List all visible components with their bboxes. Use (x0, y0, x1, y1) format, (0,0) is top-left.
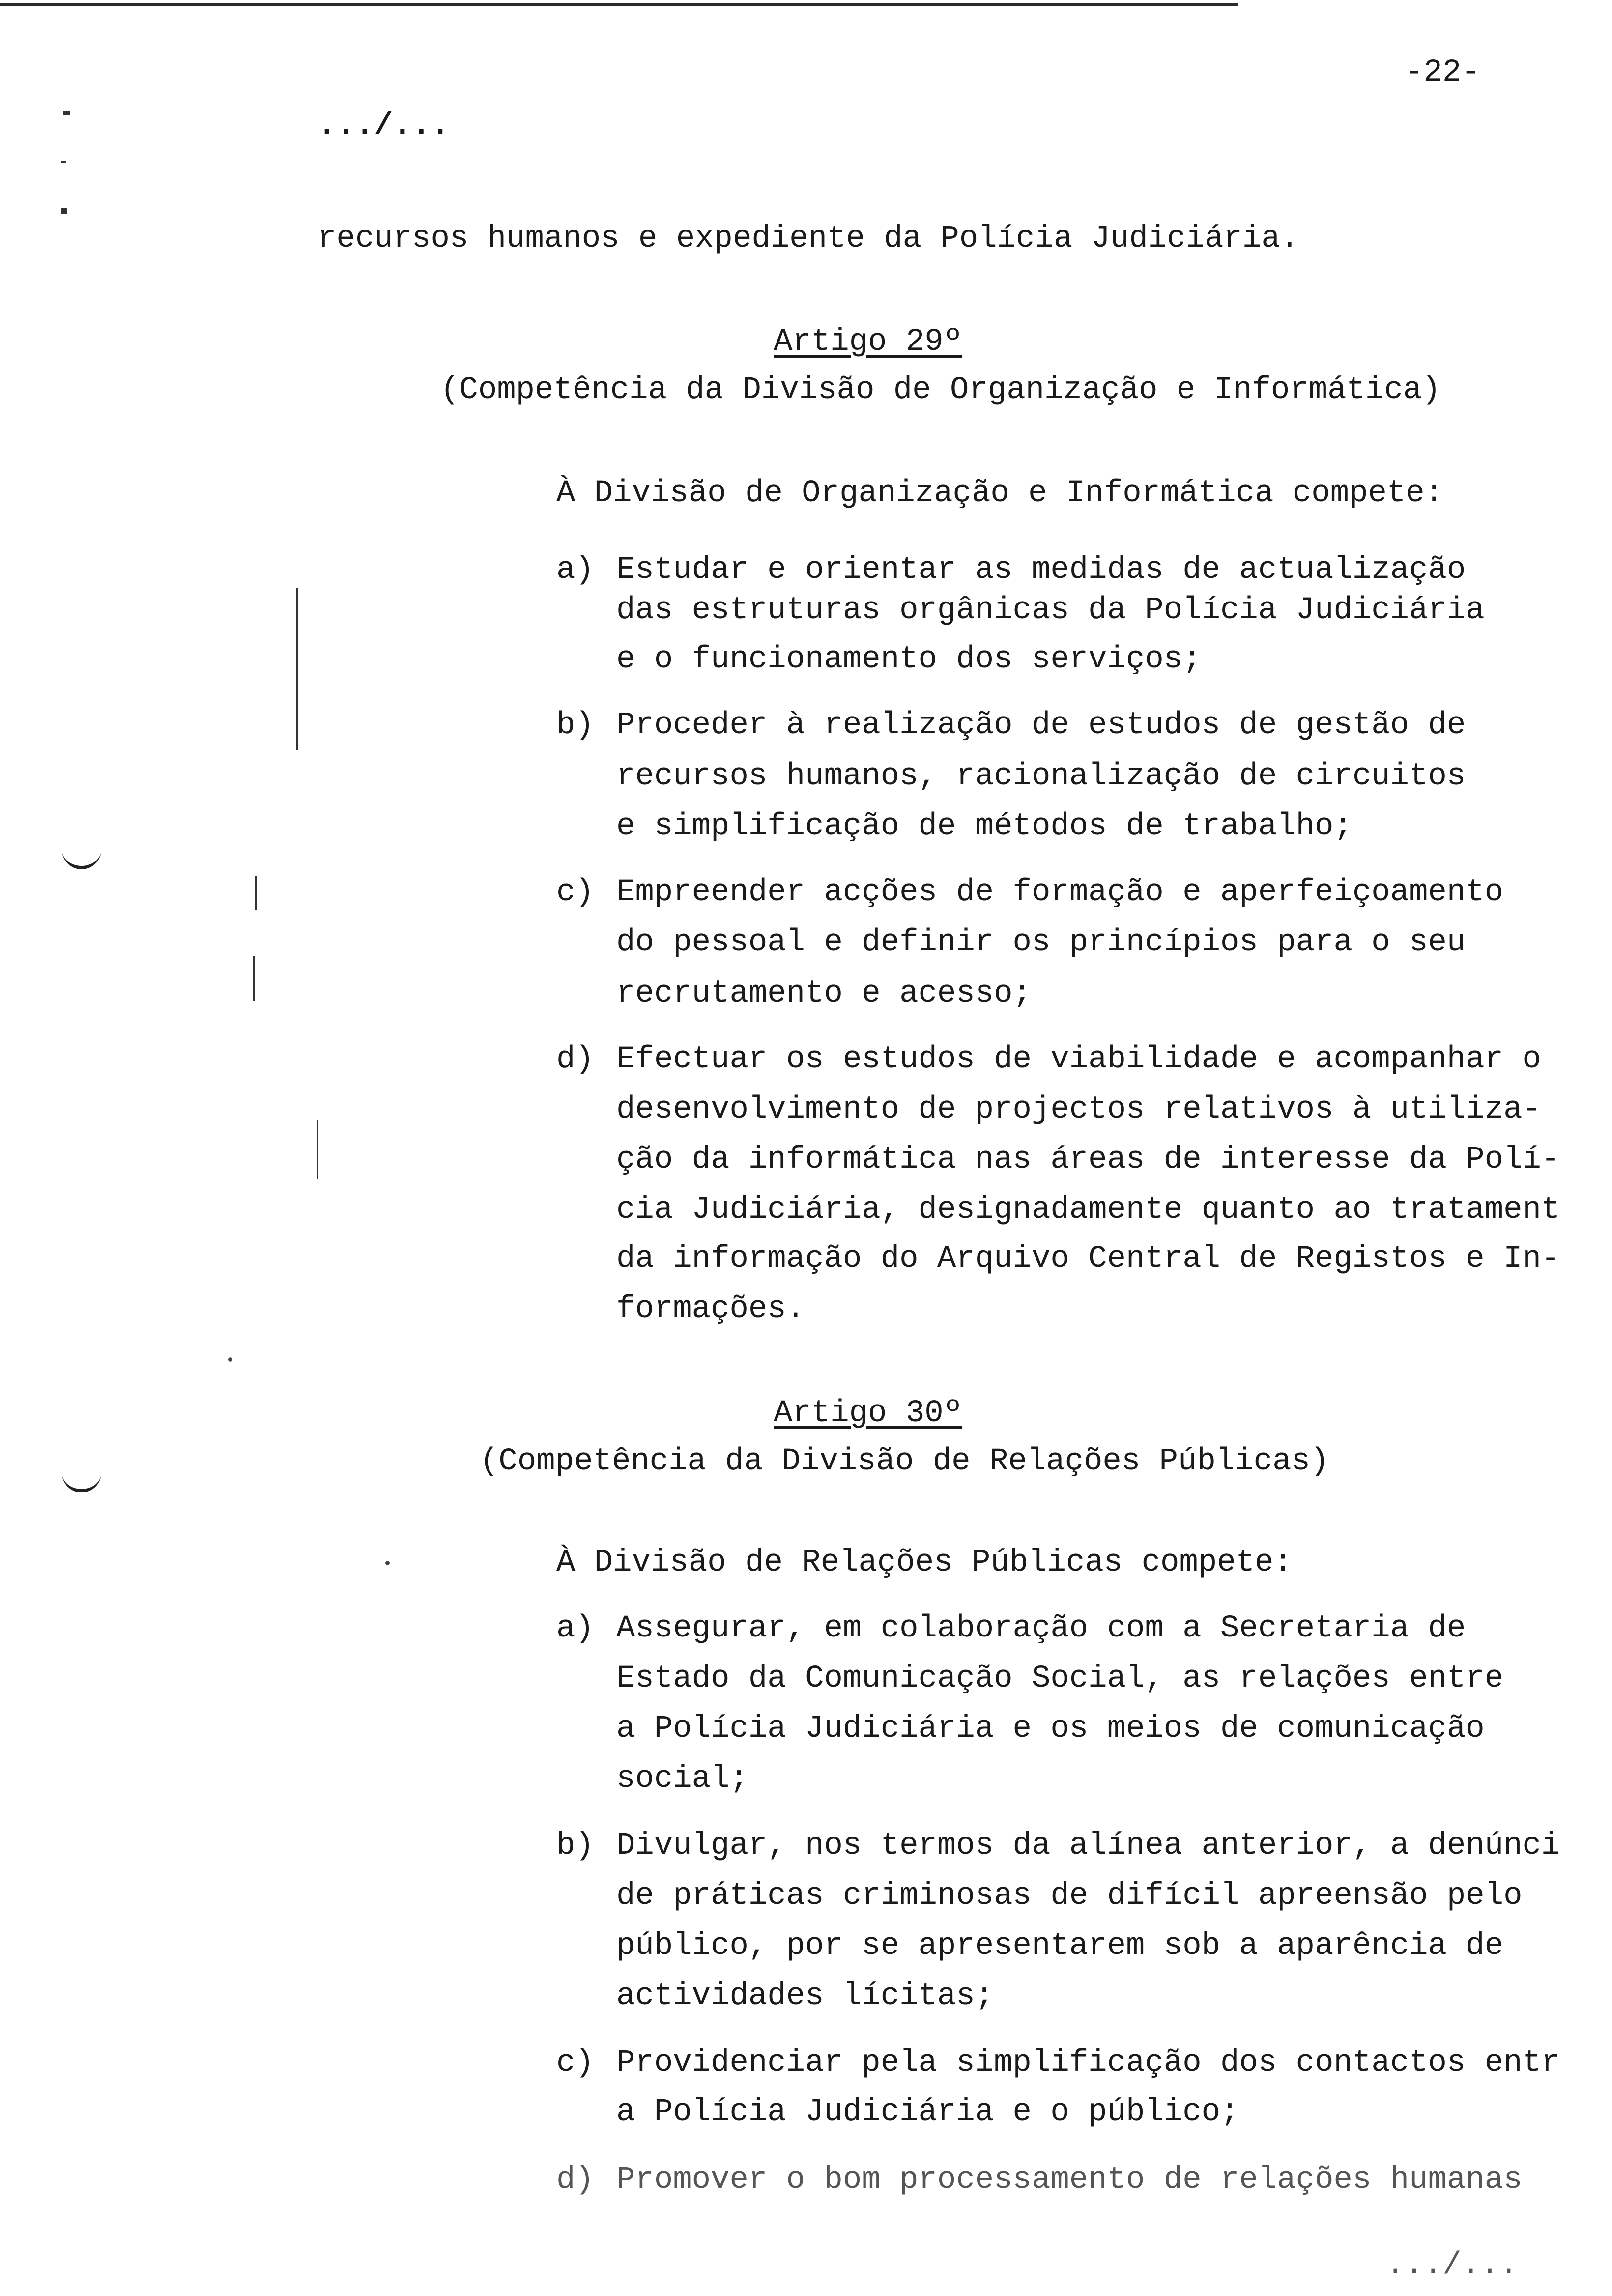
item-line: actividades lícitas; (616, 1979, 994, 2014)
margin-bar (317, 1120, 318, 1179)
item-line: Assegurar, em colaboração com a Secretaria de (616, 1611, 1466, 1646)
item-line: ção da informática nas áreas de interesse da Polí- (616, 1142, 1560, 1177)
margin-bar (296, 588, 298, 750)
item-marker: c) (556, 2045, 594, 2081)
item-line: Estado da Comunicação Social, as relações entre (616, 1661, 1504, 1696)
item-line: formações. (616, 1292, 806, 1327)
item-line: do pessoal e definir os princípios para o seu (616, 925, 1466, 960)
margin-arc (62, 1467, 101, 1492)
article-29-title: Artigo 29º (774, 324, 963, 360)
item-line: Empreender acções de formação e aperfeiçoamento (616, 875, 1504, 910)
item-line: recursos humanos, racionalização de circuitos (616, 759, 1466, 794)
article-30-subtitle: (Competência da Divisão de Relações Públicas) (480, 1444, 1329, 1479)
item-line: Proceder à realização de estudos de gestão de (616, 708, 1466, 743)
item-marker: d) (556, 2162, 594, 2198)
item-marker: a) (556, 552, 594, 588)
top-border-line (0, 3, 1238, 6)
article-29-subtitle: (Competência da Divisão de Organização e Informática) (440, 373, 1441, 408)
item-line: recrutamento e acesso; (616, 976, 1032, 1011)
margin-mark (63, 111, 70, 115)
margin-bar (253, 956, 255, 1001)
article-30-title: Artigo 30º (774, 1396, 963, 1431)
item-marker: a) (556, 1611, 594, 1646)
item-marker: b) (556, 708, 594, 743)
item-marker: b) (556, 1828, 594, 1864)
item-line: Divulgar, nos termos da alínea anterior, a denúnci (616, 1828, 1560, 1864)
item-line: Promover o bom processamento de relações humanas (616, 2162, 1523, 2198)
continuation-marker-bottom: .../... (1386, 2248, 1518, 2283)
margin-mark (61, 161, 66, 163)
item-line: social; (616, 1761, 748, 1797)
item-line: Providenciar pela simplificação dos contactos entr (616, 2045, 1560, 2081)
item-line: a Polícia Judiciária e os meios de comunicação (616, 1711, 1485, 1747)
article-29-lead: À Divisão de Organização e Informática compete: (556, 476, 1444, 511)
margin-dot (228, 1357, 232, 1362)
margin-arc (62, 844, 101, 869)
item-line: de práticas criminosas de difícil apreensão pelo (616, 1878, 1523, 1914)
margin-mark (61, 208, 67, 214)
margin-dot (385, 1561, 390, 1565)
item-line: das estruturas orgânicas da Polícia Judiciária (616, 593, 1485, 628)
item-line: da informação do Arquivo Central de Registos e In- (616, 1241, 1560, 1277)
page-number: -22- (1405, 55, 1480, 90)
item-line: a Polícia Judiciária e o público; (616, 2095, 1239, 2130)
article-30-lead: À Divisão de Relações Públicas compete: (556, 1545, 1293, 1580)
item-line: cia Judiciária, designadamente quanto ao tratament (616, 1192, 1560, 1228)
item-line: Estudar e orientar as medidas de actualização (616, 552, 1466, 588)
continuation-marker-top: .../... (317, 108, 450, 144)
item-line: desenvolvimento de projectos relativos à utiliza- (616, 1092, 1541, 1127)
item-line: e o funcionamento dos serviços; (616, 642, 1202, 677)
item-marker: c) (556, 875, 594, 910)
item-marker: d) (556, 1042, 594, 1077)
intro-line: recursos humanos e expediente da Polícia Judiciária. (317, 221, 1299, 257)
item-line: Efectuar os estudos de viabilidade e acompanhar o (616, 1042, 1541, 1077)
item-line: público, por se apresentarem sob a aparência de (616, 1928, 1504, 1964)
margin-bar (255, 876, 257, 910)
item-line: e simplificação de métodos de trabalho; (616, 809, 1353, 844)
